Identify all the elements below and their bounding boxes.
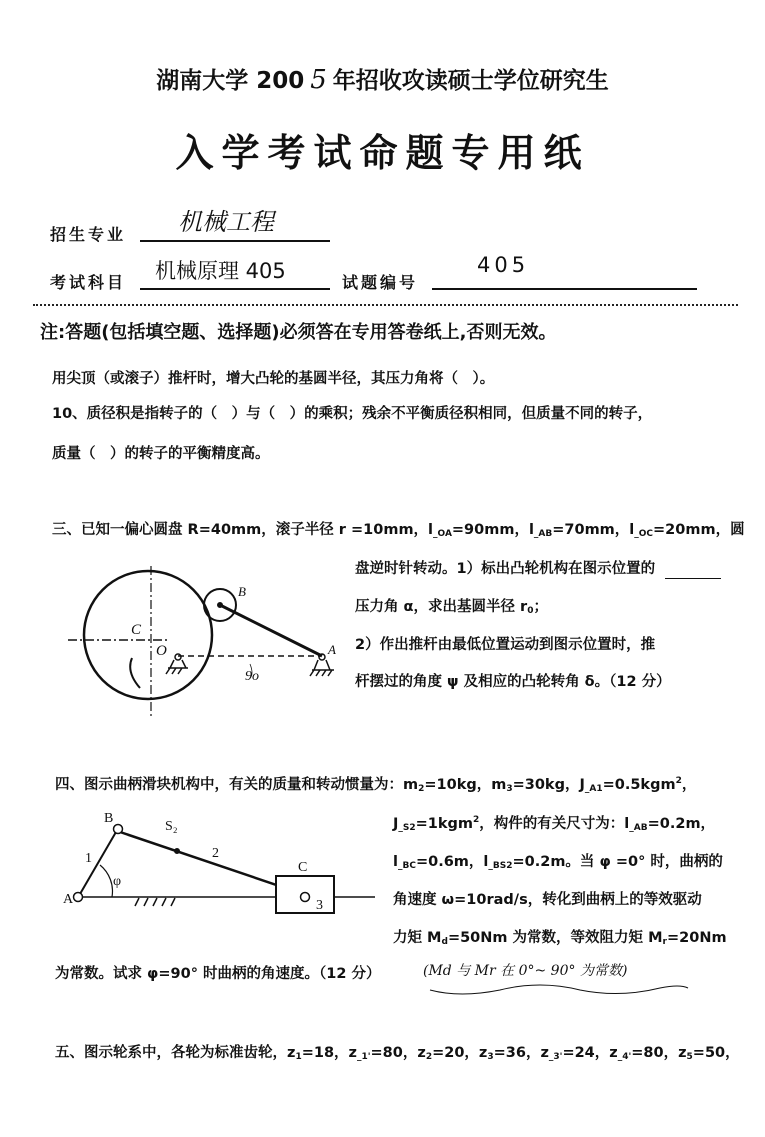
handwritten-underline [430,985,688,994]
subscript-text: 5 [686,1052,693,1062]
q4-line4: 角速度 ω=10rad/s，转化到曲柄上的等效驱动 [393,892,702,908]
text-segment: 三、已知一偏心圆盘 R=40mm，滚子半径 r =10mm，l [52,522,434,538]
joint-c [301,893,310,902]
q3-line2: 盘逆时针转动。1）标出凸轮机构在图示位置的 [355,561,656,577]
text-segment: =50， [692,1045,740,1061]
q4-line1 [55,773,696,794]
exam-paper-subtitle: 入学考试命题专用纸 [175,130,590,175]
label-b: B [238,584,246,599]
q4-handwritten-note: (Md 与 Mr 在 0°~ 90° 为常数) [423,963,628,979]
text-segment: =80，z [631,1045,687,1061]
subscript-text: _4' [617,1052,632,1062]
text-segment: =20，z [432,1045,488,1061]
text-segment: =70mm，l [552,522,635,538]
text-segment: ， [681,777,697,793]
subscript-text: _AB [533,529,553,539]
subscript-text: _AB [629,823,648,833]
label-a: A [63,892,74,907]
label-s2: S₂ [165,819,178,834]
title-prefix: 湖南大学 200 [156,68,305,94]
subject-label: 考试科目 [50,273,127,292]
text-segment: =20mm，圆 [653,522,745,538]
q3-line5: 杆摆过的角度 ψ 及相应的凸轮转角 δ。（12 分） [355,674,671,690]
label-slider-3: 3 [316,898,323,913]
text-segment: =90mm，l [451,522,534,538]
text-segment: =30kg，J [512,777,585,793]
subscript-text: 2 [425,1052,433,1062]
q5-line1 [55,1041,740,1062]
code-label: 试题编号 [342,273,419,292]
text-segment: =0.2m， [647,816,716,832]
cam-mechanism-figure [68,566,334,716]
subscript-text: _OC [634,529,654,539]
subject-value: 机械原理 405 [155,259,286,283]
subscript-text: _1' [357,1052,371,1062]
label-c: C [298,860,308,875]
text-segment: l [393,854,398,870]
label-a: A [328,642,336,657]
subscript-text: 2 [675,776,682,786]
text-segment: =80，z [370,1045,426,1061]
handwritten-dimension: 9o [245,669,259,684]
subscript-text: r [662,937,667,947]
subscript-text: _BC [397,861,416,871]
label-o: O [156,643,167,659]
pivot-o [175,654,181,660]
q4-line5 [393,926,727,947]
subscript-text: 1 [295,1052,302,1062]
slider-crank-figure [74,825,376,914]
major-value: 机械工程 [178,208,274,236]
q4-line3 [393,850,723,871]
text-segment: =0.6m，l [415,854,489,870]
phi-angle-arc [100,865,112,897]
subscript-text: _S2 [398,823,416,833]
question-fill-10-line2: 质量（ ）的转子的平衡精度高。 [52,446,270,462]
text-segment: =0.5kgm [602,777,676,793]
subscript-text: 3 [506,784,513,794]
q3-line4: 2）作出推杆由最低位置运动到图示位置时，推 [355,637,656,653]
ground-hatch-o [166,660,188,674]
subscript-text: _3' [548,1052,563,1062]
label-link-2: 2 [212,846,219,861]
question-fill-1: 用尖顶（或滚子）推杆时，增大凸轮的基圆半径，其压力角将（ ）。 [52,371,495,387]
center-of-mass-s2 [175,849,180,854]
q4-line6: 为常数。试求 φ=90° 时曲柄的角速度。（12 分） [55,966,381,982]
handwritten-year-digit: 5 [310,65,327,95]
subscript-text: d [441,937,448,947]
ground-hatch-a [310,660,334,676]
text-segment: =1kgm [415,816,474,832]
text-segment: J [393,816,399,832]
text-segment: =24，z [562,1045,618,1061]
subscript-text: _OA [433,529,452,539]
text-segment: 四、图示曲柄滑块机构中，有关的质量和转动惯量为：m [55,777,419,793]
question-fill-10-line1: 10、质径积是指转子的（ ）与（ ）的乘积；残余不平衡质径积相同，但质量不同的转子， [52,406,653,422]
ground-hatch [135,898,175,906]
label-link-1: 1 [85,851,92,866]
text-segment: =50Nm 为常数，等效阻力矩 M [447,930,663,946]
eccentric-disc [84,571,212,699]
rotation-arrow-icon [130,658,140,688]
label-b: B [104,811,114,826]
text-segment: =20Nm [667,930,727,946]
subscript-text: _A1 [584,784,603,794]
answer-note: 注:答题(包括填空题、选择题)必须答在专用答卷纸上,否则无效。 [40,322,557,343]
label-c: C [131,622,142,638]
joint-a [74,893,83,902]
text-segment: =18，z [301,1045,357,1061]
text-segment: 五、图示轮系中，各轮为标准齿轮，z [55,1045,296,1061]
text-segment: 力矩 M [393,930,442,946]
code-value: 405 [477,253,530,277]
title-suffix: 年招收攻读硕士学位研究生 [332,68,609,94]
text-segment: =36，z [493,1045,549,1061]
text-segment: ，构件的有关尺寸为：l [479,816,630,832]
subscript-text: _BS2 [488,861,513,871]
subscript-text: 2 [418,784,425,794]
text-segment: 压力角 α，求出基圆半径 r [355,599,528,615]
major-label: 招生专业 [50,225,127,244]
label-phi: φ [113,874,122,889]
subscript-text: 0 [527,606,534,616]
text-segment: =10kg，m [424,777,507,793]
subscript-text: 2 [473,815,480,825]
subscript-text: 3 [487,1052,494,1062]
joint-b [114,825,123,834]
q4-line2 [393,812,715,833]
follower-link-ab [220,605,322,656]
text-segment: ； [533,599,548,615]
text-segment: =0.2m。当 φ =0° 时，曲柄的 [512,854,723,870]
